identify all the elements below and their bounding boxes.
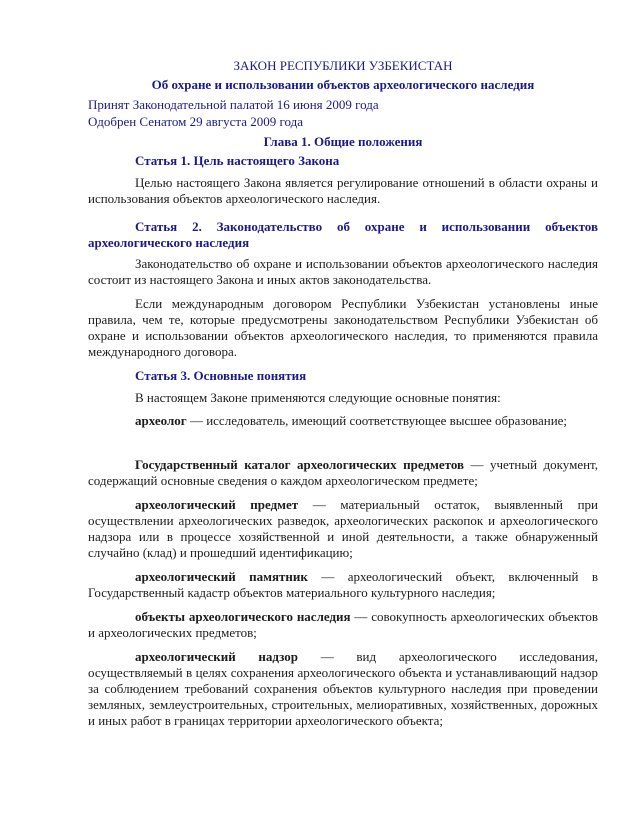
definition-archaeological-item xyxy=(88,497,598,561)
term: археолог xyxy=(135,413,187,428)
law-subtitle: Об охране и использовании объектов археологического наследия xyxy=(151,77,535,92)
definition: — вид археологического исследования, осуществляемый в целях сохранения археологического объекта и устанавливающий надзор за соблюдением требований сохранения объектов культурного наследия при проведении земляных, землеустроительных, строительных, мелиоративных, хозяйственных, дорожных и иных работ в границах территории археологического объекта; xyxy=(88,649,598,728)
article-1-heading: Статья 1. Цель настоящего Закона xyxy=(135,153,340,168)
definition-archaeologist xyxy=(88,413,598,429)
definition-heritage-objects xyxy=(88,609,598,641)
law-title: ЗАКОН РЕСПУБЛИКИ УЗБЕКИСТАН xyxy=(233,58,453,73)
article-2-heading: Статья 2. Законодательство об охране и использовании объектов археологического наследия xyxy=(88,219,598,250)
term: археологический памятник xyxy=(135,569,308,584)
definition: — археологический объект, включенный в Государственный кадастр объектов материального культурного наследия; xyxy=(88,569,598,600)
article-2-paragraph-1: Законодательство об охране и использовании объектов археологического наследия состоит из настоящего Закона и иных актов законодательства. xyxy=(88,256,598,287)
adopted-line: Принят Законодательной палатой 16 июня 2009 года xyxy=(88,97,379,112)
definition: — совокупность археологических объектов и археологических предметов; xyxy=(88,609,598,640)
approved-line: Одобрен Сенатом 29 августа 2009 года xyxy=(88,114,304,129)
chapter-heading: Глава 1. Общие положения xyxy=(263,134,423,149)
definition: — материальный остаток, выявленный при осуществлении археологических разведок, археологических раскопок и археологического надзора или в процессе хозяйственной и иной деятельности, а также обнаруженный случайно (клад) и прошедший идентификацию; xyxy=(88,497,598,560)
article-2-paragraph-2: Если международным договором Республики Узбекистан установлены иные правила, чем те, которые предусмотрены законодательством Республики Узбекистан об охране и использовании объектов археологического наследия, то применяются правила международного договора. xyxy=(88,296,598,359)
term: объекты археологического наследия xyxy=(135,609,351,624)
definition: — исследователь, имеющий соответствующее высшее образование; xyxy=(186,413,568,428)
term: археологический предмет xyxy=(135,497,299,512)
definition-archaeological-supervision xyxy=(88,649,598,729)
article-3-heading: Статья 3. Основные понятия xyxy=(135,368,307,383)
term: Государственный каталог археологических предметов xyxy=(135,457,465,472)
article-3-intro: В настоящем Законе применяются следующие основные понятия: xyxy=(135,390,501,405)
definition: — учетный документ, содержащий основные сведения о каждом археологическом предмете; xyxy=(88,457,599,488)
article-1-text: Целью настоящего Закона является регулирование отношений в области охраны и использования объектов археологического наследия. xyxy=(88,175,598,206)
definition-state-catalog xyxy=(88,457,598,489)
term: археологический надзор xyxy=(135,649,298,664)
definition-archaeological-monument xyxy=(88,569,598,601)
